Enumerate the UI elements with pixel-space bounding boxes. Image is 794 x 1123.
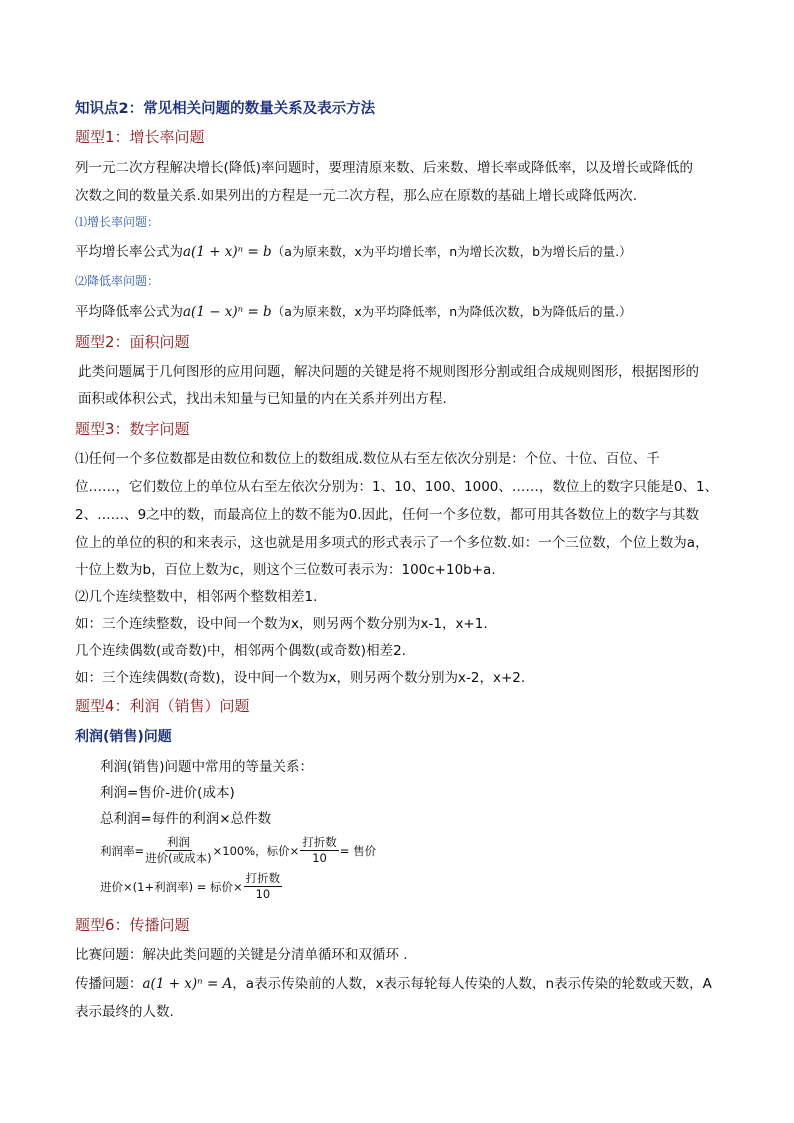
profit-rate-formula <box>100 836 376 865</box>
paragraph-line: 表示最终的人数. <box>75 1004 174 1020</box>
formula-text: = 售价 <box>339 843 377 858</box>
formula-note: （a为原来数，x为平均降低率，n为降低次数，b为降低后的量.） <box>271 304 632 319</box>
paragraph-line: ⑴任何一个多位数都是由数位和数位上的数组成.数位从右至左依次分别是：个位、十位、百位、千 <box>75 451 660 467</box>
paragraph-line: 如：三个连续偶数(奇数)，设中间一个数为x，则另两个数分别为x-2，x+2. <box>75 670 526 686</box>
paragraph-line: 总利润=每件的利润×总件数 <box>100 811 272 827</box>
paragraph-line: 位上的单位的积的和来表示，这也就是用多项式的形式表示了一个多位数.如：一个三位数，个位上数为a， <box>75 535 709 551</box>
paragraph-line: 列一元二次方程解决增长(降低)率问题时，要理清原来数、后来数、增长率或降低率，以及增长或降低的 <box>75 160 694 176</box>
paragraph-line: 此类问题属于几何图形的应用问题，解决问题的关键是将不规则图形分割或组合成规则图形，根据图形的 <box>78 364 699 380</box>
formula-text: ×100%，标价× <box>212 843 300 858</box>
formula-line-decline <box>75 302 632 322</box>
fraction-denominator: 10 <box>312 851 327 865</box>
formula-prefix: 平均降低率公式为 <box>75 304 183 320</box>
fraction-profit-over-cost <box>145 836 211 865</box>
paragraph-line: 如：三个连续整数，设中间一个数为x，则另两个数分别为x-1，x+1. <box>75 616 488 632</box>
decline-formula: a(1 − x)ⁿ = b <box>183 304 272 320</box>
growth-formula: a(1 + x)ⁿ = b <box>183 244 272 260</box>
paragraph-line: ⑵几个连续整数中，相邻两个整数相差1. <box>75 589 318 605</box>
paragraph-line: 面积或体积公式，找出未知量与已知量的内在关系并列出方程. <box>78 391 447 407</box>
spread-formula: a(1 + x)ⁿ = A <box>142 976 233 992</box>
fraction-discount <box>244 872 283 901</box>
formula-text: 利润率= <box>100 843 145 858</box>
paragraph-line: 次数之间的数量关系.如果列出的方程是一元二次方程，那么应在原数的基础上增长或降低两次. <box>75 188 638 204</box>
formula-prefix: 传播问题： <box>75 976 143 992</box>
cost-price-formula <box>100 872 283 901</box>
fraction-denominator: 进价(或成本) <box>145 851 212 865</box>
paragraph-line-spread <box>75 974 712 994</box>
paragraph-line: 利润(销售)问题中常用的等量关系： <box>100 759 314 775</box>
formula-line-growth <box>75 242 632 262</box>
sub-label-growth: ⑴增长率问题： <box>75 215 160 229</box>
paragraph-line: 几个连续偶数(或奇数)中，相邻两个偶数(或奇数)相差2. <box>75 643 406 659</box>
formula-prefix: 平均增长率公式为 <box>75 244 183 260</box>
section-title-spread: 题型6：传播问题 <box>75 916 190 934</box>
formula-note: ，a表示传染前的人数，x表示每轮每人传染的人数，n表示传染的轮数或天数，A <box>232 976 712 992</box>
formula-note: （a为原来数，x为平均增长率，n为增长次数，b为增长后的量.） <box>271 244 632 259</box>
section-title-growth-rate: 题型1：增长率问题 <box>75 128 205 146</box>
fraction-discount <box>300 836 339 865</box>
formula-text: 进价×(1+利润率) = 标价× <box>100 879 243 894</box>
paragraph-line: 比赛问题：解决此类问题的关键是分清单循环和双循环 . <box>75 947 408 963</box>
fraction-numerator: 打折数 <box>302 835 337 849</box>
fraction-numerator: 利润 <box>166 835 190 849</box>
paragraph-line: 2、……、9之中的数，而最高位上的数不能为0.因此，任何一个多位数，都可用其各数位上的数字与其数 <box>75 507 700 523</box>
paragraph-line: 十位上数为b，百位上数为c，则这个三位数可表示为：100c+10b+a. <box>75 562 496 578</box>
fraction-denominator: 10 <box>255 887 271 901</box>
profit-subtitle: 利润(销售)问题 <box>75 729 172 745</box>
paragraph-line: 位……，它们数位上的单位从右至左依次分别为：1、10、100、1000、……，数位上的数字只能是0、1、 <box>75 479 719 495</box>
fraction-numerator: 打折数 <box>245 871 281 885</box>
knowledge-point-title: 知识点2：常见相关问题的数量关系及表示方法 <box>75 101 376 117</box>
sub-label-decline: ⑵降低率问题： <box>75 274 160 288</box>
section-title-profit: 题型4：利润（销售）问题 <box>75 697 250 715</box>
section-title-area: 题型2：面积问题 <box>75 333 190 351</box>
section-title-number: 题型3：数字问题 <box>75 420 190 438</box>
paragraph-line: 利润=售价-进价(成本) <box>100 785 235 801</box>
